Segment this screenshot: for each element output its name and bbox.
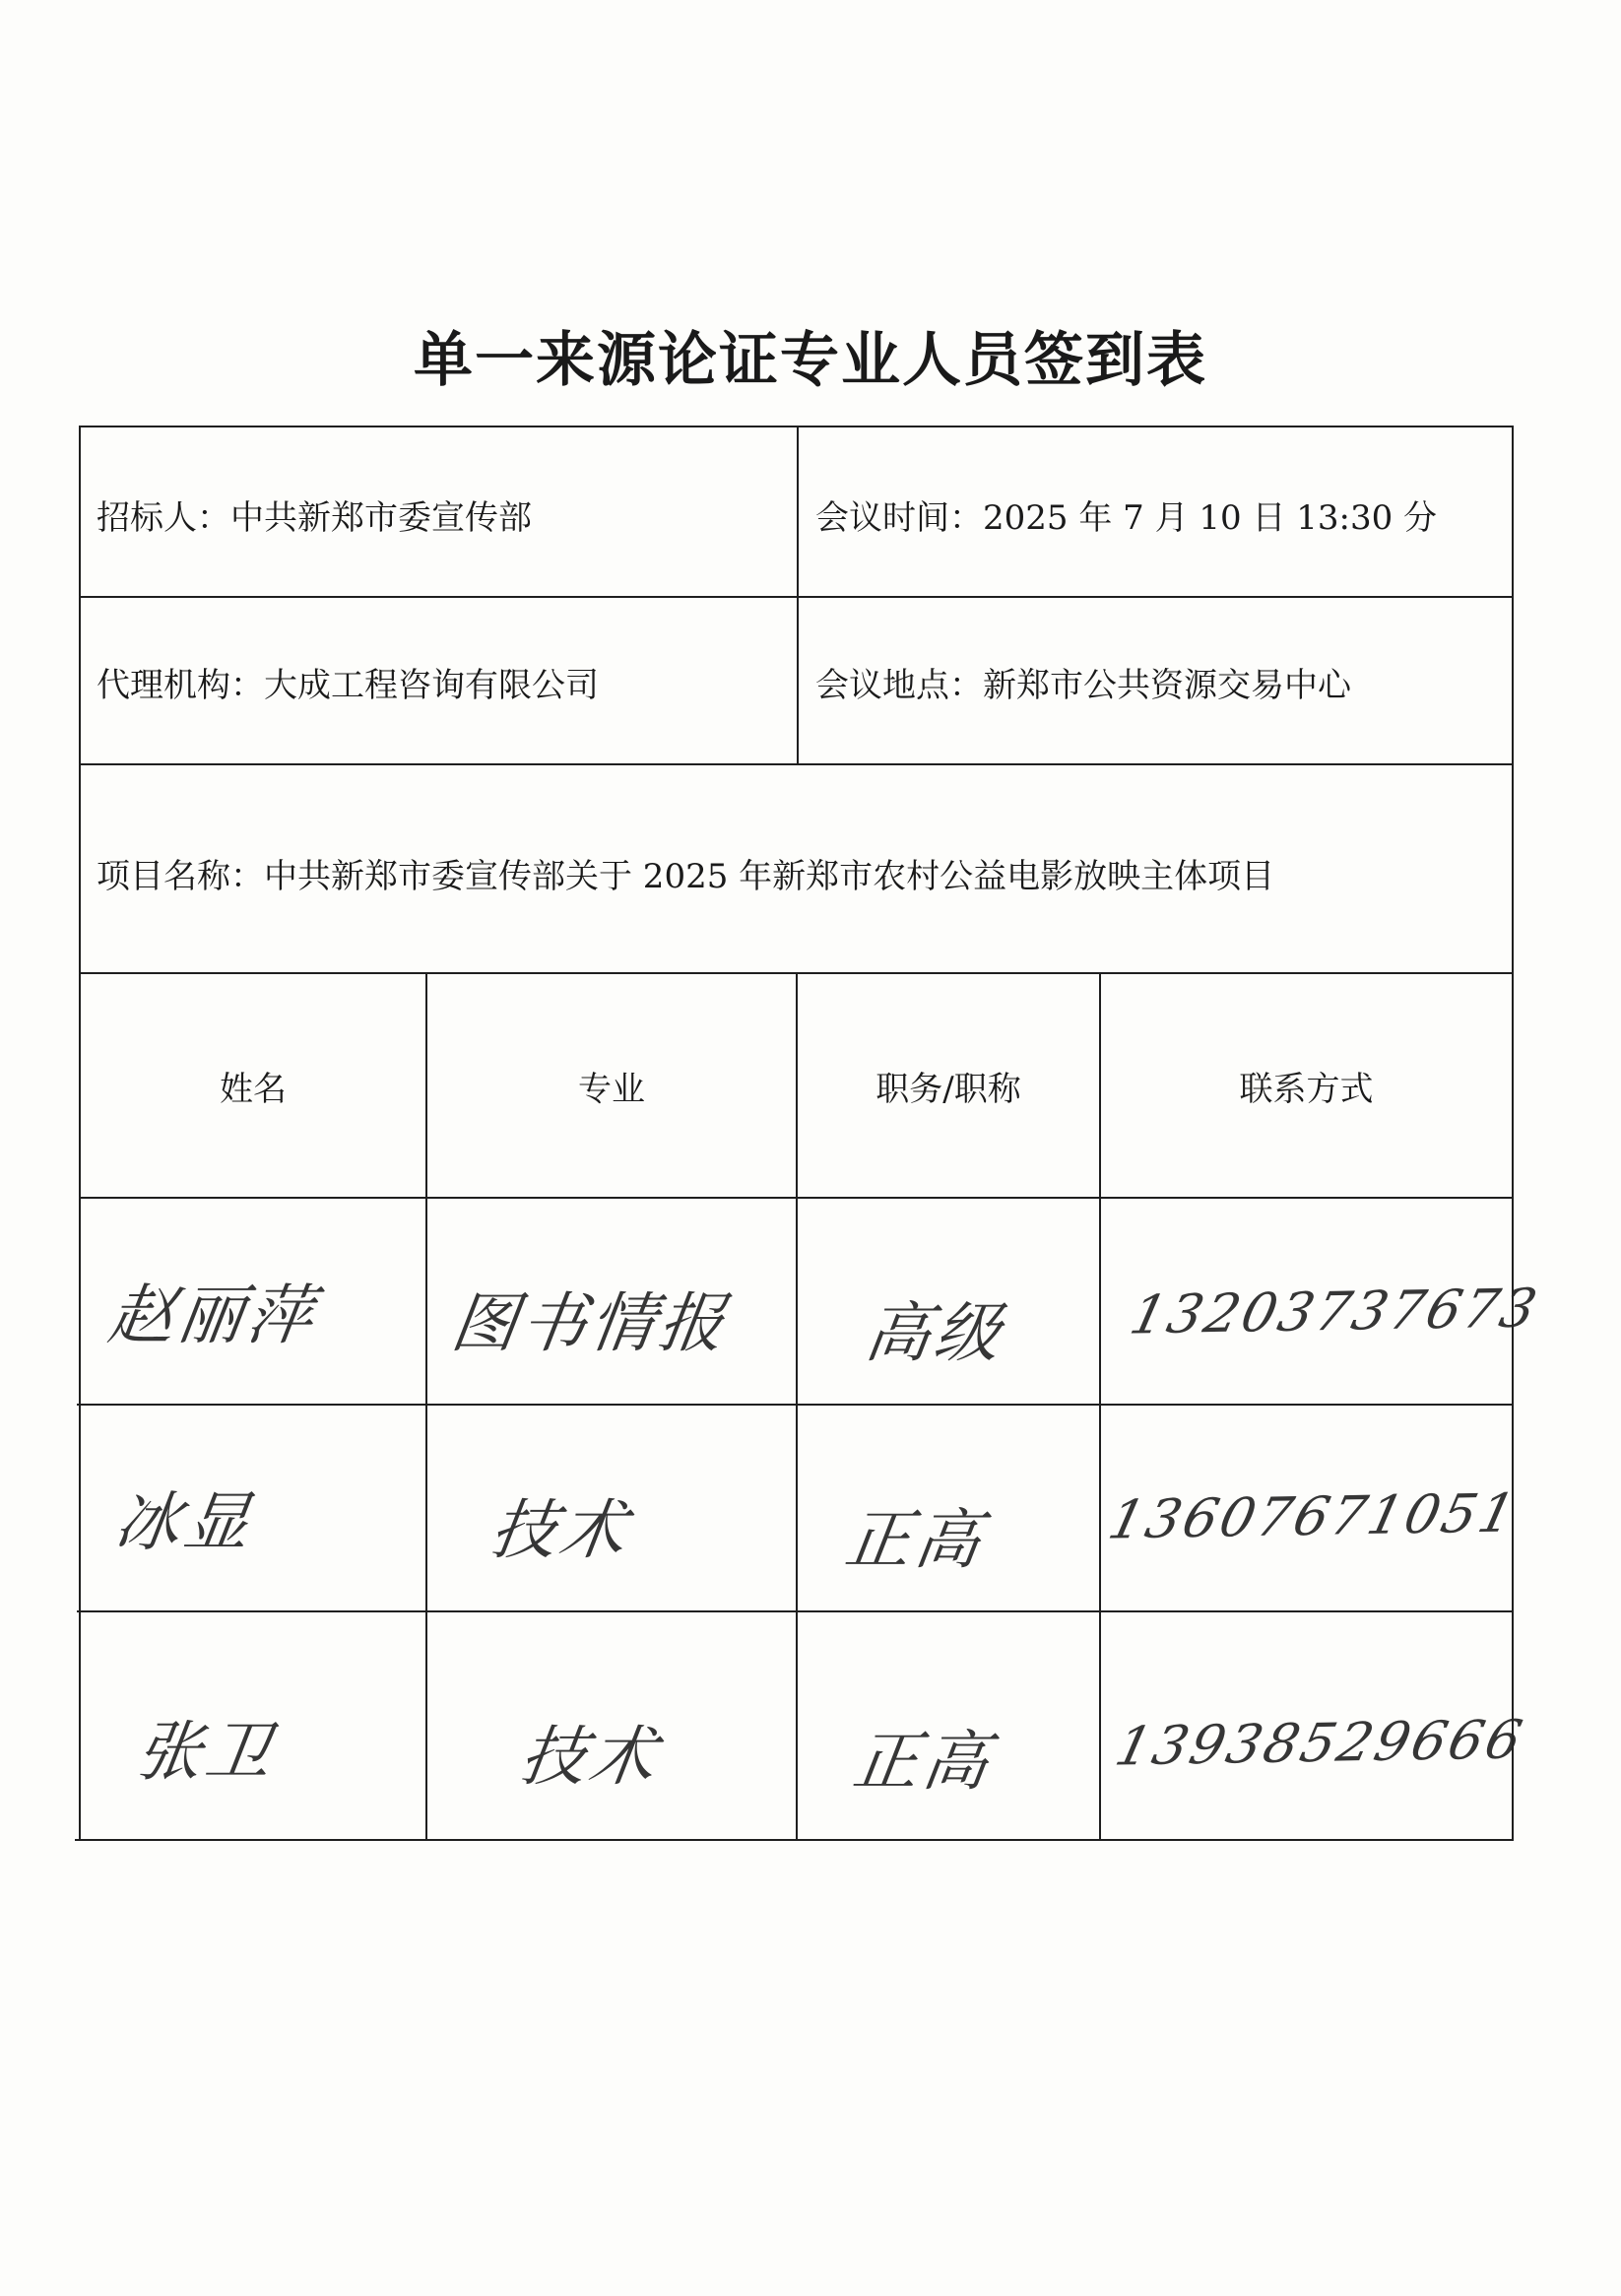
handwritten-major: 技术 [486,1492,635,1568]
handwritten-phone: 13938529666 [1109,1708,1531,1778]
signature-name: 张卫 [131,1714,281,1790]
table-border-left [79,426,81,1841]
handwritten-title: 高级 [860,1295,1009,1371]
column-header-title: 职务/职称 [875,1070,1021,1109]
handwritten-major: 图书情报 [446,1285,734,1361]
page-title: 单一来源论证专业人员签到表 [414,326,1207,395]
table-border-bottom [75,1839,1514,1841]
column-header-contact: 联系方式 [1239,1070,1374,1109]
agency-field: 代理机构：大成工程咨询有限公司 [97,666,599,705]
tenderer-field: 招标人：中共新郑市委宣传部 [97,498,532,538]
column-header-name: 姓名 [220,1070,287,1109]
signature-name: 赵丽萍 [103,1278,322,1353]
meeting-place-field: 会议地点：新郑市公共资源交易中心 [815,666,1351,705]
handwritten-title: 正高 [840,1502,990,1578]
handwritten-title: 正高 [848,1724,998,1800]
header-divider [797,426,799,765]
handwritten-major: 技术 [515,1719,665,1795]
handwritten-phone: 13203737673 [1124,1277,1546,1346]
column-header-major: 专业 [578,1070,645,1109]
table-border-right [1512,426,1514,1841]
signature-name: 冰显 [109,1484,259,1560]
meeting-time-field: 会议时间：2025 年 7 月 10 日 13:30 分 [815,498,1438,538]
handwritten-phone: 13607671051 [1102,1481,1524,1551]
project-name-field: 项目名称：中共新郑市委宣传部关于 2025 年新郑市农村公益电影放映主体项目 [97,857,1275,896]
